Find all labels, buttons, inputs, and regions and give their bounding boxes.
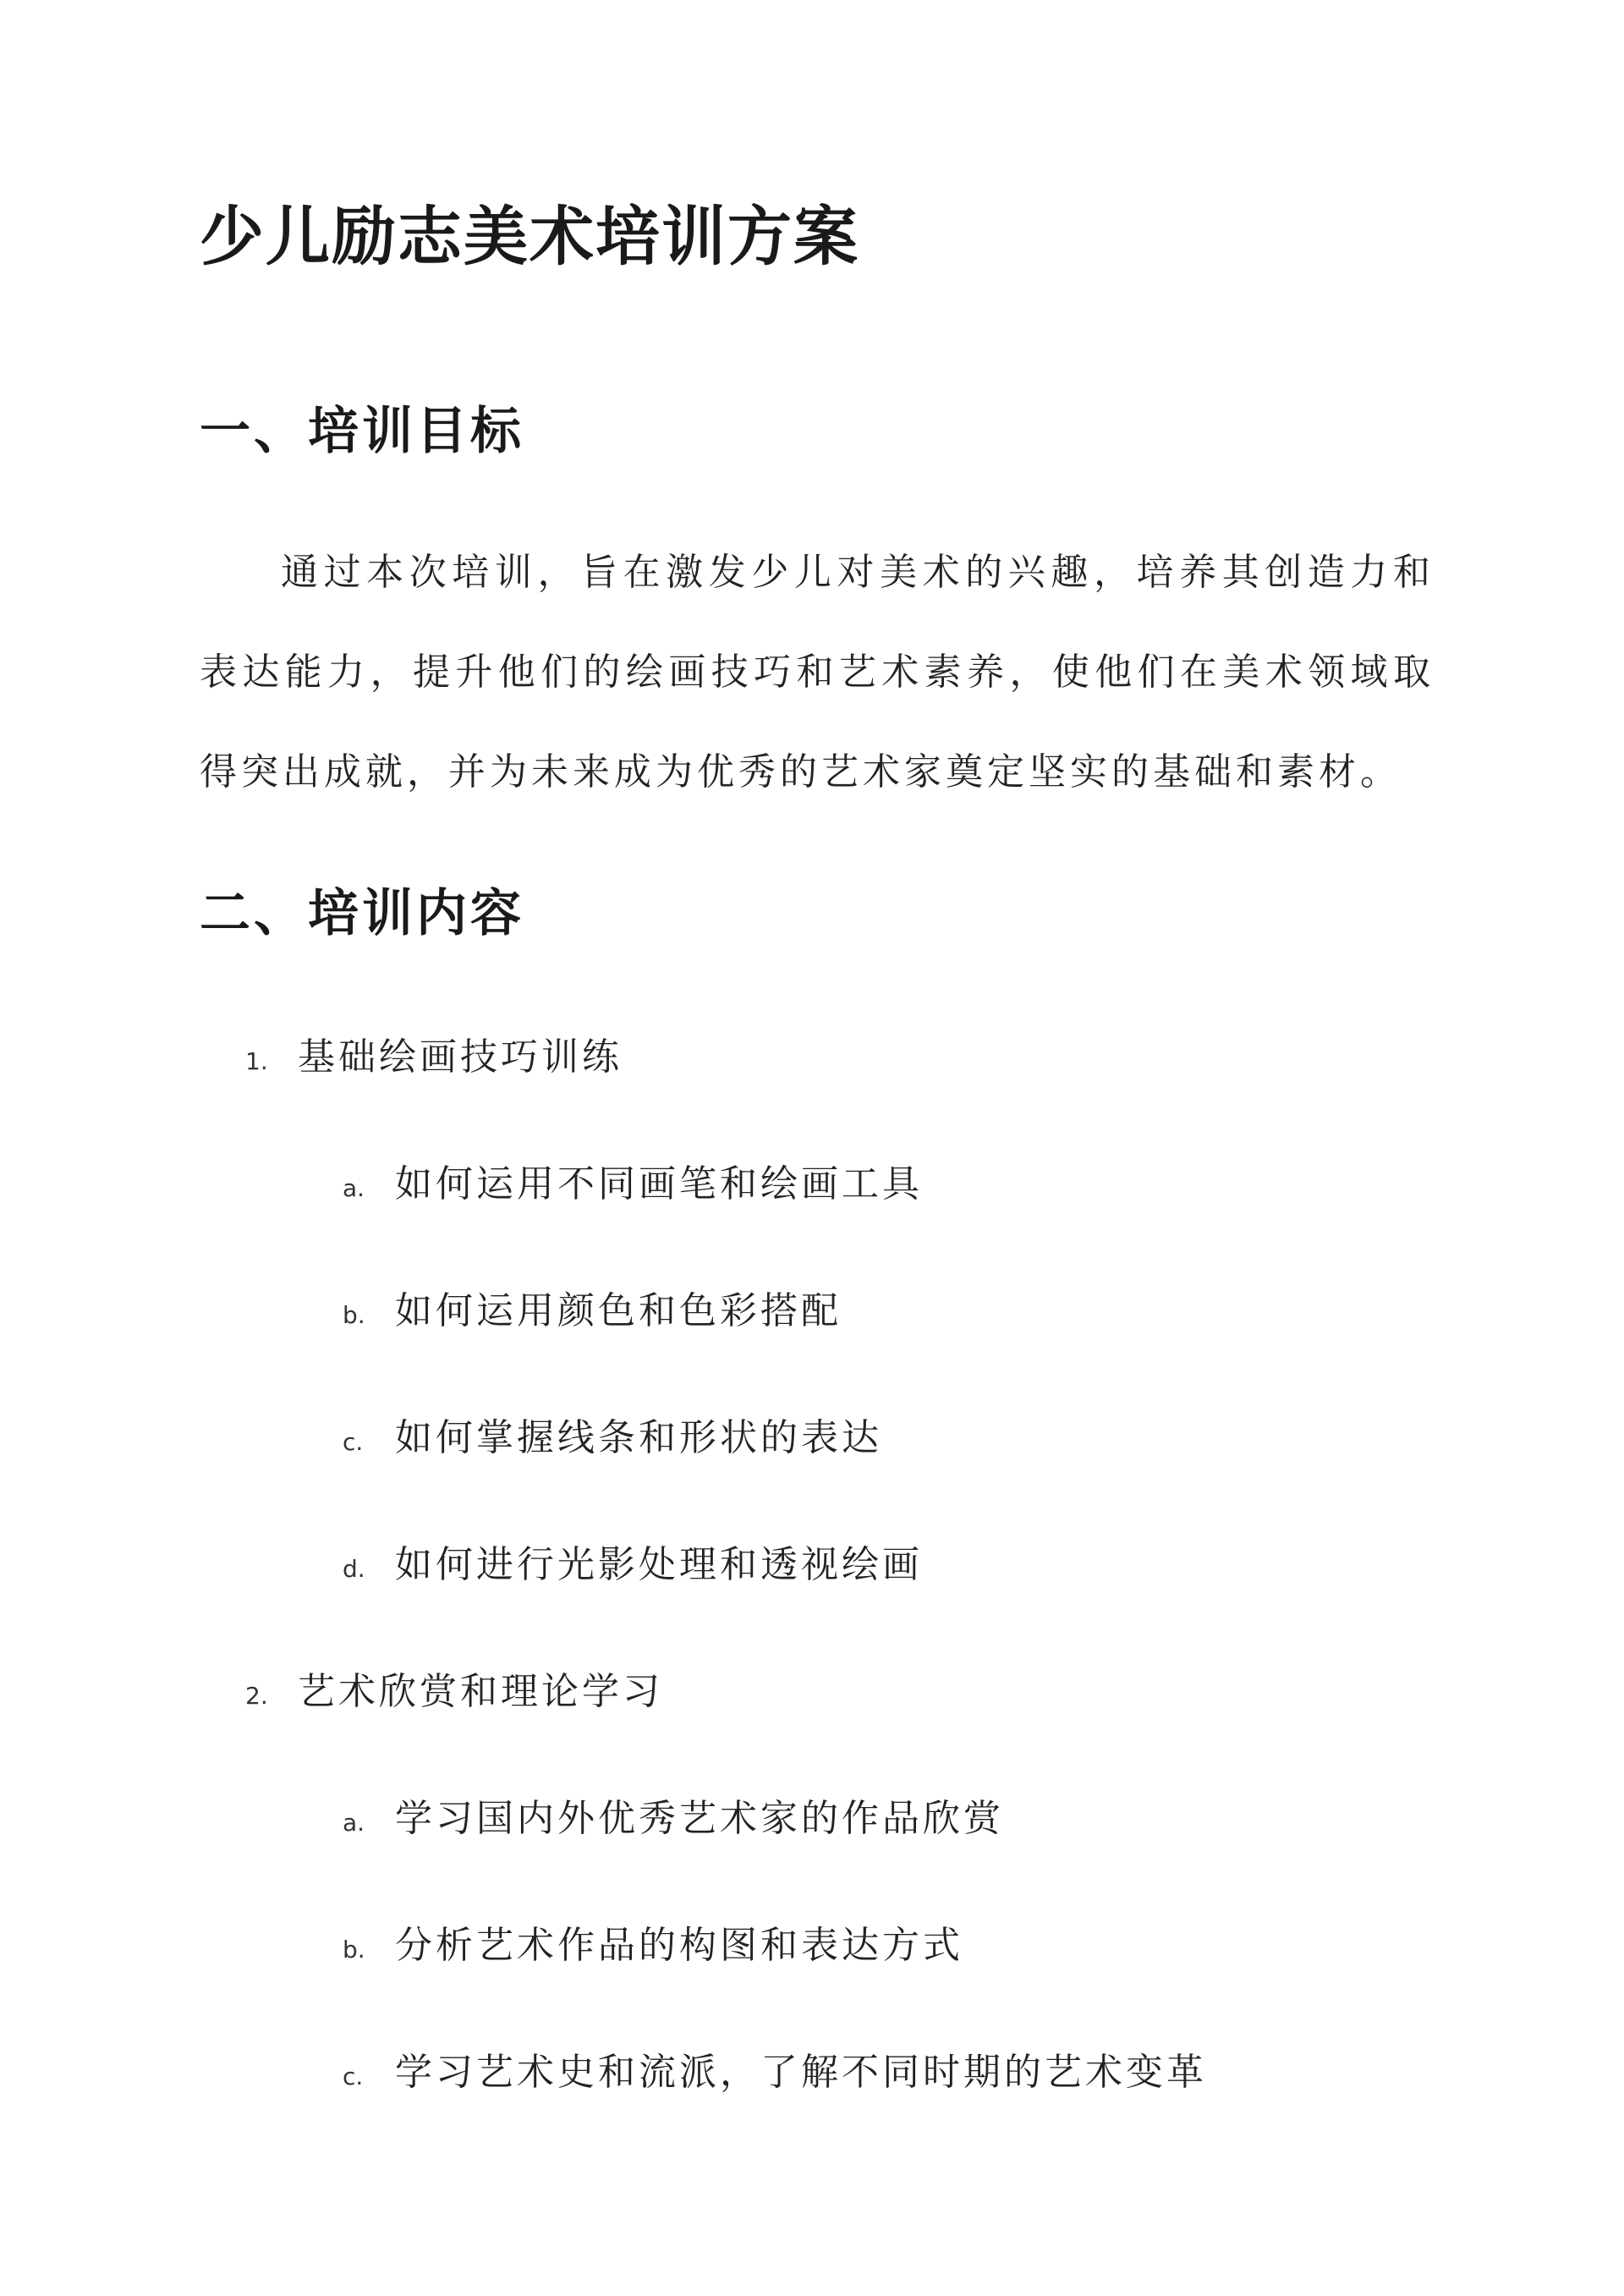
list-item-text: 如何运用不同画笔和绘画工具 <box>395 1162 923 1206</box>
list-marker: b. <box>343 1301 365 1329</box>
list-item-text: 基础绘画技巧训练 <box>298 1035 623 1079</box>
list-item-text: 艺术欣赏和理论学习 <box>298 1670 663 1713</box>
list-item <box>245 1032 623 1087</box>
list-marker: c. <box>343 2063 364 2090</box>
goals-paragraph: 通过本次培训，旨在激发少儿对美术的兴趣，培养其创造力和表达能力，提升他们的绘画技巧和艺术素养，使他们在美术领域取得突出成就，并为未来成为优秀的艺术家奠定坚实的基础和素材。 <box>200 551 1435 794</box>
sub-list-item <box>343 2047 1207 2102</box>
list-item-text: 如何掌握线条和形状的表达 <box>395 1416 882 1459</box>
list-item <box>245 1667 663 1722</box>
list-item-text: 如何运用颜色和色彩搭配 <box>395 1289 842 1332</box>
section-heading-content: 二、培训内容 <box>200 884 524 943</box>
list-marker: a. <box>343 1809 365 1837</box>
list-item-text: 分析艺术作品的构图和表达方式 <box>395 1924 963 1967</box>
sub-list-item <box>343 1159 923 1214</box>
list-marker: 2. <box>245 1682 268 1710</box>
list-item-text: 如何进行光影处理和透视绘画 <box>395 1543 923 1586</box>
list-marker: a. <box>343 1174 365 1202</box>
sub-list-item <box>343 1540 923 1595</box>
list-item-text: 学习艺术史和流派，了解不同时期的艺术变革 <box>395 2051 1207 2094</box>
sub-list-item <box>343 1793 1004 1848</box>
list-marker: d. <box>343 1555 365 1583</box>
sub-list-item <box>343 1413 882 1468</box>
list-marker: c. <box>343 1428 364 1456</box>
sub-list-item <box>343 1920 963 1975</box>
list-item-text: 学习国内外优秀艺术家的作品欣赏 <box>395 1797 1004 1840</box>
sub-list-item <box>343 1286 842 1341</box>
list-marker: b. <box>343 1936 365 1964</box>
document-title: 少儿励志美术培训方案 <box>200 199 859 274</box>
list-marker: 1. <box>245 1047 268 1075</box>
section-heading-goals: 一、培训目标 <box>200 402 524 461</box>
